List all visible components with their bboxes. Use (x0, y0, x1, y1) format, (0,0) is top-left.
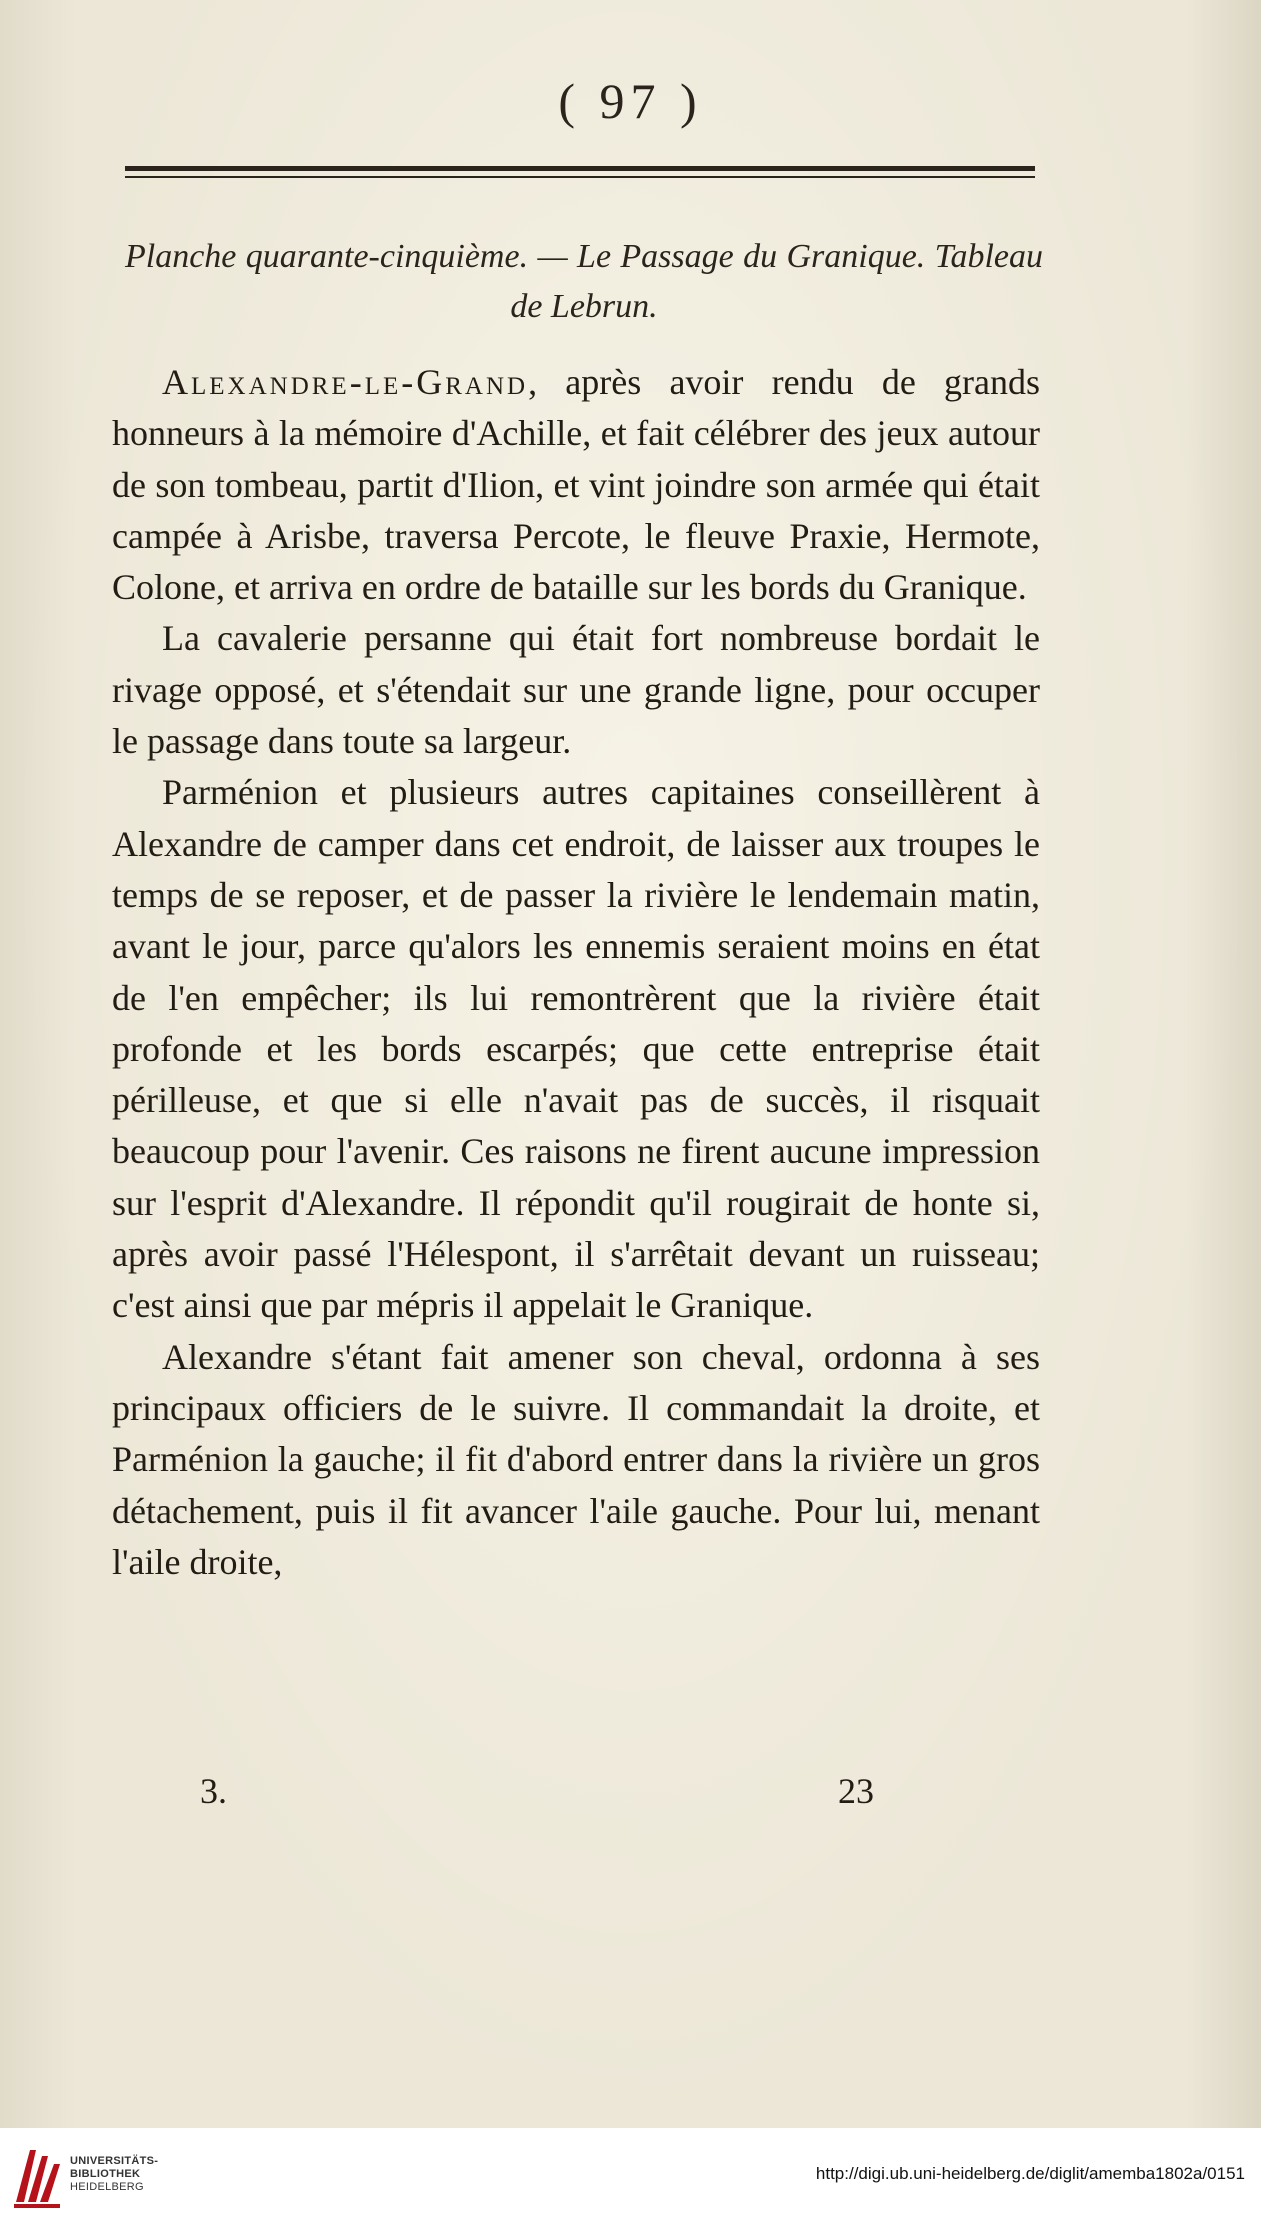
paragraph-4: Alexandre s'étant fait amener son cheval, ordonna à ses principaux officiers de le suivre. Il commandait la droite, et Parménion la gauche; il fit d'abord entrer dans la rivière un gros détachement, puis il fit avancer l'aile gauche. Pour lui, menant l'aile droite, (112, 1336, 1040, 1582)
paragraph-3: Parménion et plusieurs autres capitaines conseillèrent à Alexandre de camper dans cet endroit, de laisser aux troupes le temps de se reposer, et de passer la rivière le lendemain matin, avant le jour, parce qu'alors les ennemis seraient moins en état de l'en empêcher; ils lui remontrèrent que la rivière était profonde et les bords escarpés; que cette entreprise était périlleuse, et que si elle n'avait pas de succès, il risquait beaucoup pour l'avenir. Ces raisons ne firent aucune impression sur l'esprit d'Alexandre. Il répondit qu'il rougirait de honte si, après avoir passé l'Hélespont, il s'arrêtait devant un ruisseau; c'est ainsi que par mépris il appelait le Granique. (112, 772, 1040, 1326)
source-url-link[interactable]: http://digi.ub.uni-heidelberg.de/diglit/amemba1802a/0151 (815, 2164, 1245, 2183)
lead-name: Alexandre-le-Grand (162, 362, 529, 402)
library-name (70, 2155, 158, 2194)
signature-mark-right: 23 (838, 1771, 874, 1811)
paragraph-1 (112, 357, 1040, 613)
paragraph-1-text: , après avoir rendu de grands honneurs à la mémoire d'Achille, et fait célébrer des jeux autour de son tombeau, partit d'Ilion, et vint joindre son armée qui était campée à Arisbe, traversa Percote, le fleuve Praxie, Hermote, Colone, et arriva en ordre de bataille sur les bords du Granique. (112, 362, 1040, 608)
library-line-3: HEIDELBERG (70, 2181, 144, 2193)
page-number: ( 97 ) (558, 73, 703, 129)
header-rule-thick (125, 166, 1035, 171)
body-text (112, 357, 1040, 1588)
heidelberg-library-logo-icon (10, 2142, 62, 2212)
library-footer-bar (0, 2128, 1261, 2225)
paragraph-2: La cavalerie persanne qui était fort nombreuse bordait le rivage opposé, et s'étendait sur une grande ligne, pour occuper le passage dans toute sa largeur. (112, 618, 1040, 762)
library-line-2: BIBLIOTHEK (70, 2168, 141, 2180)
signature-mark-left: 3. (200, 1771, 227, 1811)
library-line-1: UNIVERSITÄTS- (70, 2155, 159, 2167)
header-rule-thin (125, 176, 1035, 178)
plate-title: Planche quarante-cinquième. — Le Passage du Granique. Tableau de Lebrun. (125, 238, 1043, 325)
